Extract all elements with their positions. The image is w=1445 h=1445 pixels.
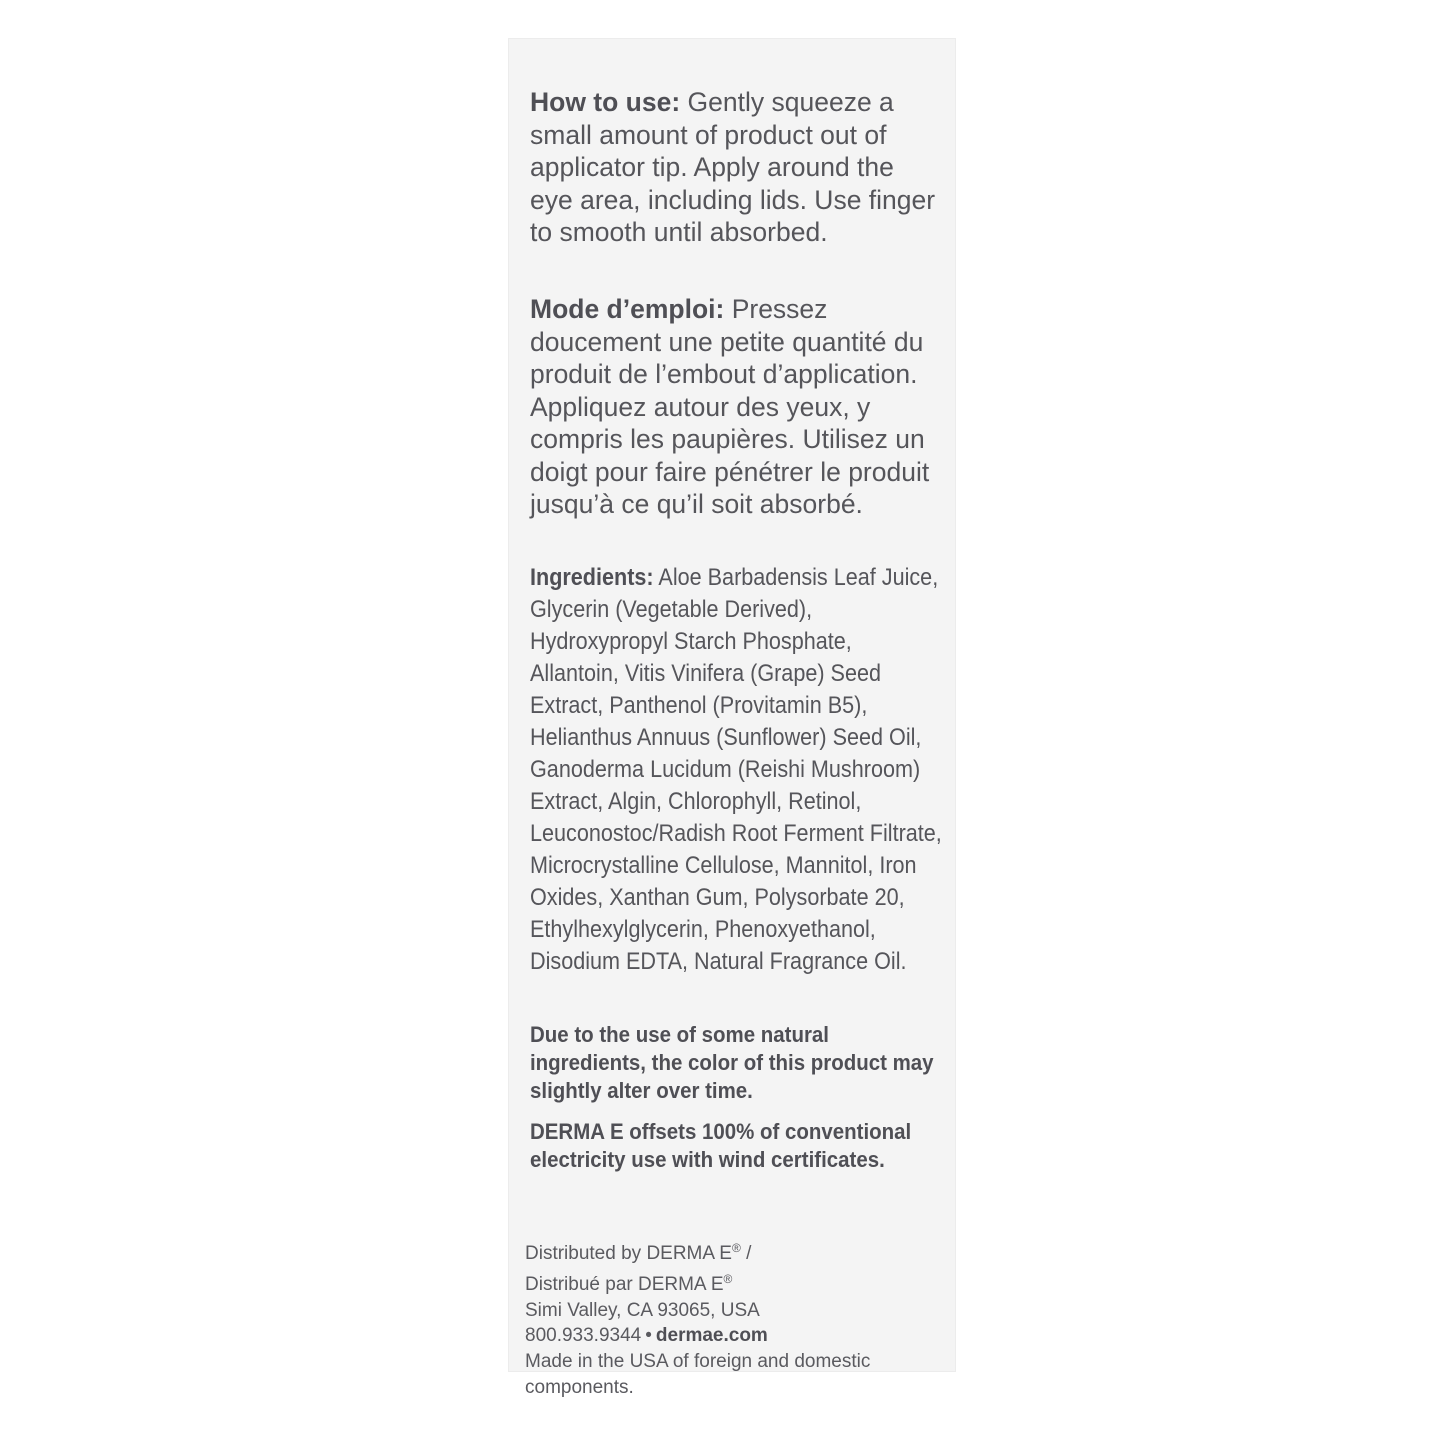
contact-line: [525, 1323, 945, 1349]
mode-emploi-label: Mode d’emploi:: [530, 294, 725, 324]
mode-emploi-text: Pressez doucement une petite quantité du produit de l’embout d’application. Appliquez autour des yeux, y compris les paupières. Utilisez un doigt pour faire pénétrer le produit jusqu’à ce qu’il soit absorbé.: [530, 294, 930, 519]
phone-number: 800.933.9344: [525, 1325, 642, 1347]
distributor-address: Simi Valley, CA 93065, USA: [525, 1299, 760, 1321]
distributor-en-text: Distributed by DERMA E: [525, 1243, 732, 1264]
registered-mark: ®: [731, 1241, 741, 1255]
ingredients-text: Aloe Barbadensis Leaf Juice, Glycerin (Vegetable Derived), Hydroxypropyl Starch Phosphate, Allantoin, Vitis Vinifera (Grape) Seed Extract, Panthenol (Provitamin B5), Helianthus Annuus (Sunflower) Seed Oil, Ganoderma Lucidum (Reishi Mushroom) Extract, Algin, Chlorophyll, Retinol, Leuconostoc/Radish Root Ferment Filtrate, Microcrystalline Cellulose, Mannitol, Iron Oxides, Xanthan Gum, Polysorbate 20, Ethylhexylglycerin, Phenoxyethanol, Disodium EDTA, Natural Fragrance Oil.: [530, 564, 942, 975]
made-in-text: Made in the USA of foreign and domestic components.: [525, 1351, 871, 1398]
ingredients-label: Ingredients:: [530, 564, 654, 591]
distributor-block: [525, 1236, 945, 1401]
distributor-slash: /: [740, 1243, 752, 1264]
how-to-use-label: How to use:: [530, 87, 681, 117]
how-to-use-paragraph: [530, 86, 940, 249]
ingredients-paragraph: [530, 562, 944, 978]
distributor-line-en: [525, 1236, 945, 1267]
separator-dot: •: [645, 1325, 652, 1347]
distributor-fr-text: Distribué par DERMA E: [525, 1273, 724, 1295]
how-to-use-text: Gently squeeze a small amount of product out of applicator tip. Apply around the eye area, including lids. Use finger to smooth until absorbed.: [530, 87, 936, 247]
mode-emploi-paragraph: [530, 293, 948, 521]
offset-note: DERMA E offsets 100% of conventional electricity use with wind certificates.: [530, 1119, 912, 1172]
color-note: Due to the use of some natural ingredients, the color of this product may slightly alter over time.: [530, 1022, 934, 1103]
distributor-line-fr: [525, 1267, 945, 1298]
website-text: dermae.com: [655, 1325, 768, 1347]
registered-mark: ®: [723, 1271, 733, 1286]
